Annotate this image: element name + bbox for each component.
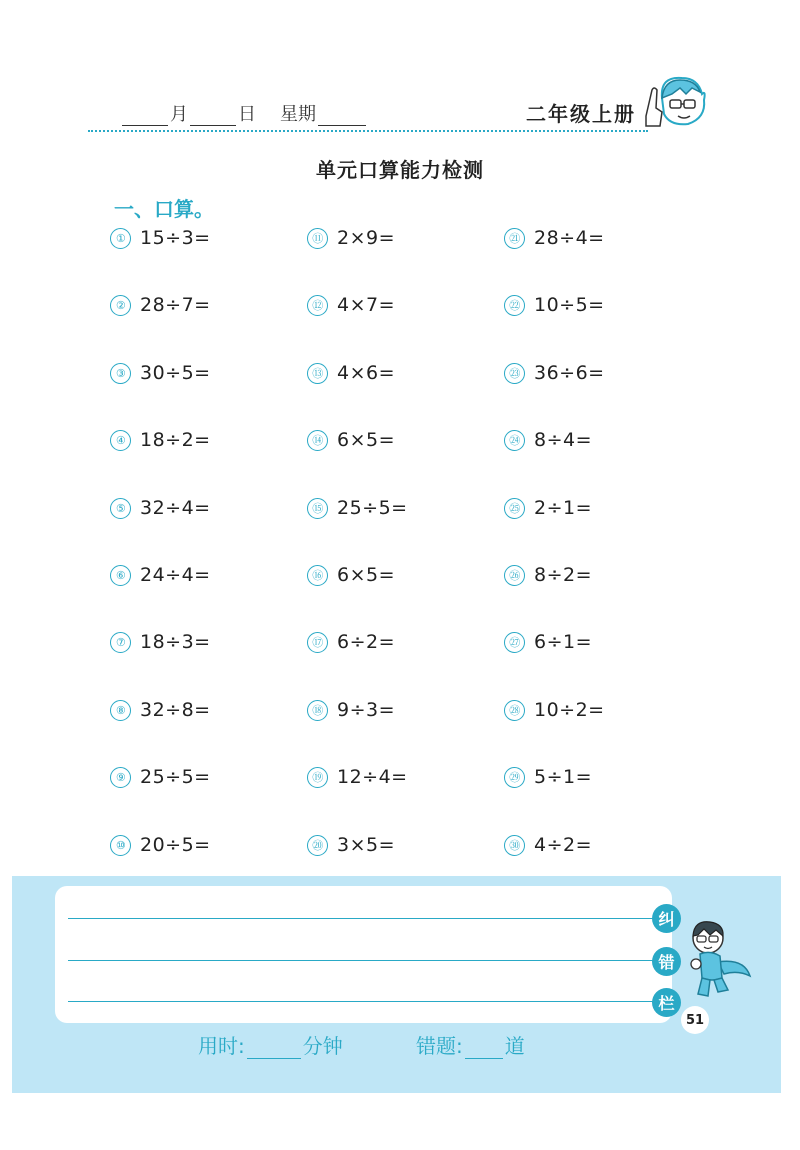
problem-expression: 6×5= bbox=[337, 564, 396, 586]
problem-expression: 12÷4= bbox=[337, 766, 408, 788]
weekday-blank[interactable] bbox=[318, 105, 366, 126]
problem-expression: 25÷5= bbox=[337, 497, 408, 519]
correction-char: 错 bbox=[652, 947, 681, 976]
problem-item bbox=[307, 829, 395, 861]
time-unit: 分钟 bbox=[302, 1034, 343, 1058]
problem-item bbox=[110, 559, 211, 591]
problem-item bbox=[307, 559, 395, 591]
problem-expression: 32÷4= bbox=[140, 497, 211, 519]
problem-expression: 2÷1= bbox=[534, 497, 593, 519]
problem-number: ⑧ bbox=[110, 700, 131, 721]
problem-item bbox=[110, 829, 211, 861]
problem-expression: 20÷5= bbox=[140, 834, 211, 856]
month-blank[interactable] bbox=[122, 105, 168, 126]
problem-item bbox=[110, 357, 211, 389]
problem-expression: 28÷7= bbox=[140, 294, 211, 316]
problem-item bbox=[504, 559, 592, 591]
problems-grid bbox=[110, 222, 710, 872]
grade-label: 二年级上册 bbox=[526, 102, 636, 126]
problem-item bbox=[307, 694, 395, 726]
correction-box bbox=[55, 886, 672, 1023]
errors-unit: 道 bbox=[504, 1034, 525, 1058]
day-label: 日 bbox=[238, 104, 256, 125]
problem-number: ㉓ bbox=[504, 363, 525, 384]
problem-number: ㉑ bbox=[504, 228, 525, 249]
problem-number: ⑱ bbox=[307, 700, 328, 721]
problem-expression: 6÷1= bbox=[534, 631, 593, 653]
weekday-label: 星期 bbox=[280, 104, 316, 125]
problem-number: ② bbox=[110, 295, 131, 316]
problem-item bbox=[307, 222, 395, 254]
problem-item bbox=[110, 694, 211, 726]
correction-line[interactable] bbox=[68, 960, 656, 961]
problem-number: ㉖ bbox=[504, 565, 525, 586]
problem-number: ⑩ bbox=[110, 835, 131, 856]
problem-number: ⑮ bbox=[307, 498, 328, 519]
problem-item bbox=[110, 761, 211, 793]
problem-expression: 2×9= bbox=[337, 227, 396, 249]
problem-item bbox=[504, 357, 605, 389]
problem-number: ⑥ bbox=[110, 565, 131, 586]
problem-expression: 9÷3= bbox=[337, 699, 396, 721]
problem-expression: 3×5= bbox=[337, 834, 396, 856]
problem-number: ⑤ bbox=[110, 498, 131, 519]
problem-expression: 18÷3= bbox=[140, 631, 211, 653]
problem-item bbox=[110, 492, 211, 524]
problem-item bbox=[110, 289, 211, 321]
problem-number: ⑪ bbox=[307, 228, 328, 249]
problem-item bbox=[110, 222, 211, 254]
problem-expression: 10÷2= bbox=[534, 699, 605, 721]
problem-item bbox=[110, 626, 211, 658]
page-number: 51 bbox=[681, 1006, 709, 1034]
mascot-head-icon bbox=[640, 68, 710, 138]
page-title: 单元口算能力检测 bbox=[316, 158, 484, 182]
problem-item bbox=[504, 761, 592, 793]
problem-expression: 6÷2= bbox=[337, 631, 396, 653]
problem-expression: 18÷2= bbox=[140, 429, 211, 451]
problem-number: ⑬ bbox=[307, 363, 328, 384]
problem-number: ㉗ bbox=[504, 632, 525, 653]
page-header bbox=[0, 0, 800, 140]
problem-item bbox=[110, 424, 211, 456]
problem-expression: 10÷5= bbox=[534, 294, 605, 316]
correction-char: 栏 bbox=[652, 988, 681, 1017]
time-blank[interactable] bbox=[247, 1038, 301, 1059]
section-title: 一、口算。 bbox=[114, 197, 214, 221]
problem-expression: 8÷2= bbox=[534, 564, 593, 586]
problem-item bbox=[504, 492, 592, 524]
problem-number: ① bbox=[110, 228, 131, 249]
problem-expression: 4÷2= bbox=[534, 834, 593, 856]
problem-expression: 6×5= bbox=[337, 429, 396, 451]
problem-item bbox=[504, 829, 592, 861]
problem-number: ㉘ bbox=[504, 700, 525, 721]
correction-char: 纠 bbox=[652, 904, 681, 933]
problem-number: ③ bbox=[110, 363, 131, 384]
problem-number: ⑫ bbox=[307, 295, 328, 316]
correction-line[interactable] bbox=[68, 1001, 656, 1002]
date-line bbox=[122, 100, 366, 126]
problem-item bbox=[307, 357, 395, 389]
problem-item bbox=[504, 289, 605, 321]
problem-expression: 8÷4= bbox=[534, 429, 593, 451]
problem-expression: 4×6= bbox=[337, 362, 396, 384]
correction-line[interactable] bbox=[68, 918, 656, 919]
problem-number: ⑯ bbox=[307, 565, 328, 586]
problem-number: ㉚ bbox=[504, 835, 525, 856]
problem-item bbox=[307, 289, 395, 321]
problem-item bbox=[307, 492, 408, 524]
time-used bbox=[198, 1030, 343, 1059]
problem-number: ⑳ bbox=[307, 835, 328, 856]
problem-item bbox=[504, 694, 605, 726]
errors-label: 错题: bbox=[416, 1034, 463, 1058]
problem-number: ⑲ bbox=[307, 767, 328, 788]
problem-item bbox=[307, 761, 408, 793]
problem-expression: 30÷5= bbox=[140, 362, 211, 384]
error-count bbox=[416, 1030, 525, 1059]
problem-number: ⑦ bbox=[110, 632, 131, 653]
problem-item bbox=[307, 424, 395, 456]
problem-number: ④ bbox=[110, 430, 131, 451]
problem-item bbox=[504, 424, 592, 456]
header-divider bbox=[88, 130, 648, 132]
problem-item bbox=[504, 626, 592, 658]
mascot-superhero-icon bbox=[684, 918, 754, 1000]
day-blank[interactable] bbox=[190, 105, 236, 126]
problem-number: ㉒ bbox=[504, 295, 525, 316]
problem-expression: 5÷1= bbox=[534, 766, 593, 788]
problem-number: ⑰ bbox=[307, 632, 328, 653]
problem-item bbox=[307, 626, 395, 658]
errors-blank[interactable] bbox=[465, 1038, 503, 1059]
problem-expression: 4×7= bbox=[337, 294, 396, 316]
problem-expression: 28÷4= bbox=[534, 227, 605, 249]
problem-expression: 32÷8= bbox=[140, 699, 211, 721]
time-label: 用时: bbox=[198, 1034, 245, 1058]
problem-expression: 36÷6= bbox=[534, 362, 605, 384]
problem-number: ㉕ bbox=[504, 498, 525, 519]
problem-number: ⑨ bbox=[110, 767, 131, 788]
problem-number: ⑭ bbox=[307, 430, 328, 451]
problem-expression: 25÷5= bbox=[140, 766, 211, 788]
problem-expression: 15÷3= bbox=[140, 227, 211, 249]
problem-number: ㉙ bbox=[504, 767, 525, 788]
problem-expression: 24÷4= bbox=[140, 564, 211, 586]
problem-item bbox=[504, 222, 605, 254]
month-label: 月 bbox=[170, 104, 188, 125]
problem-number: ㉔ bbox=[504, 430, 525, 451]
